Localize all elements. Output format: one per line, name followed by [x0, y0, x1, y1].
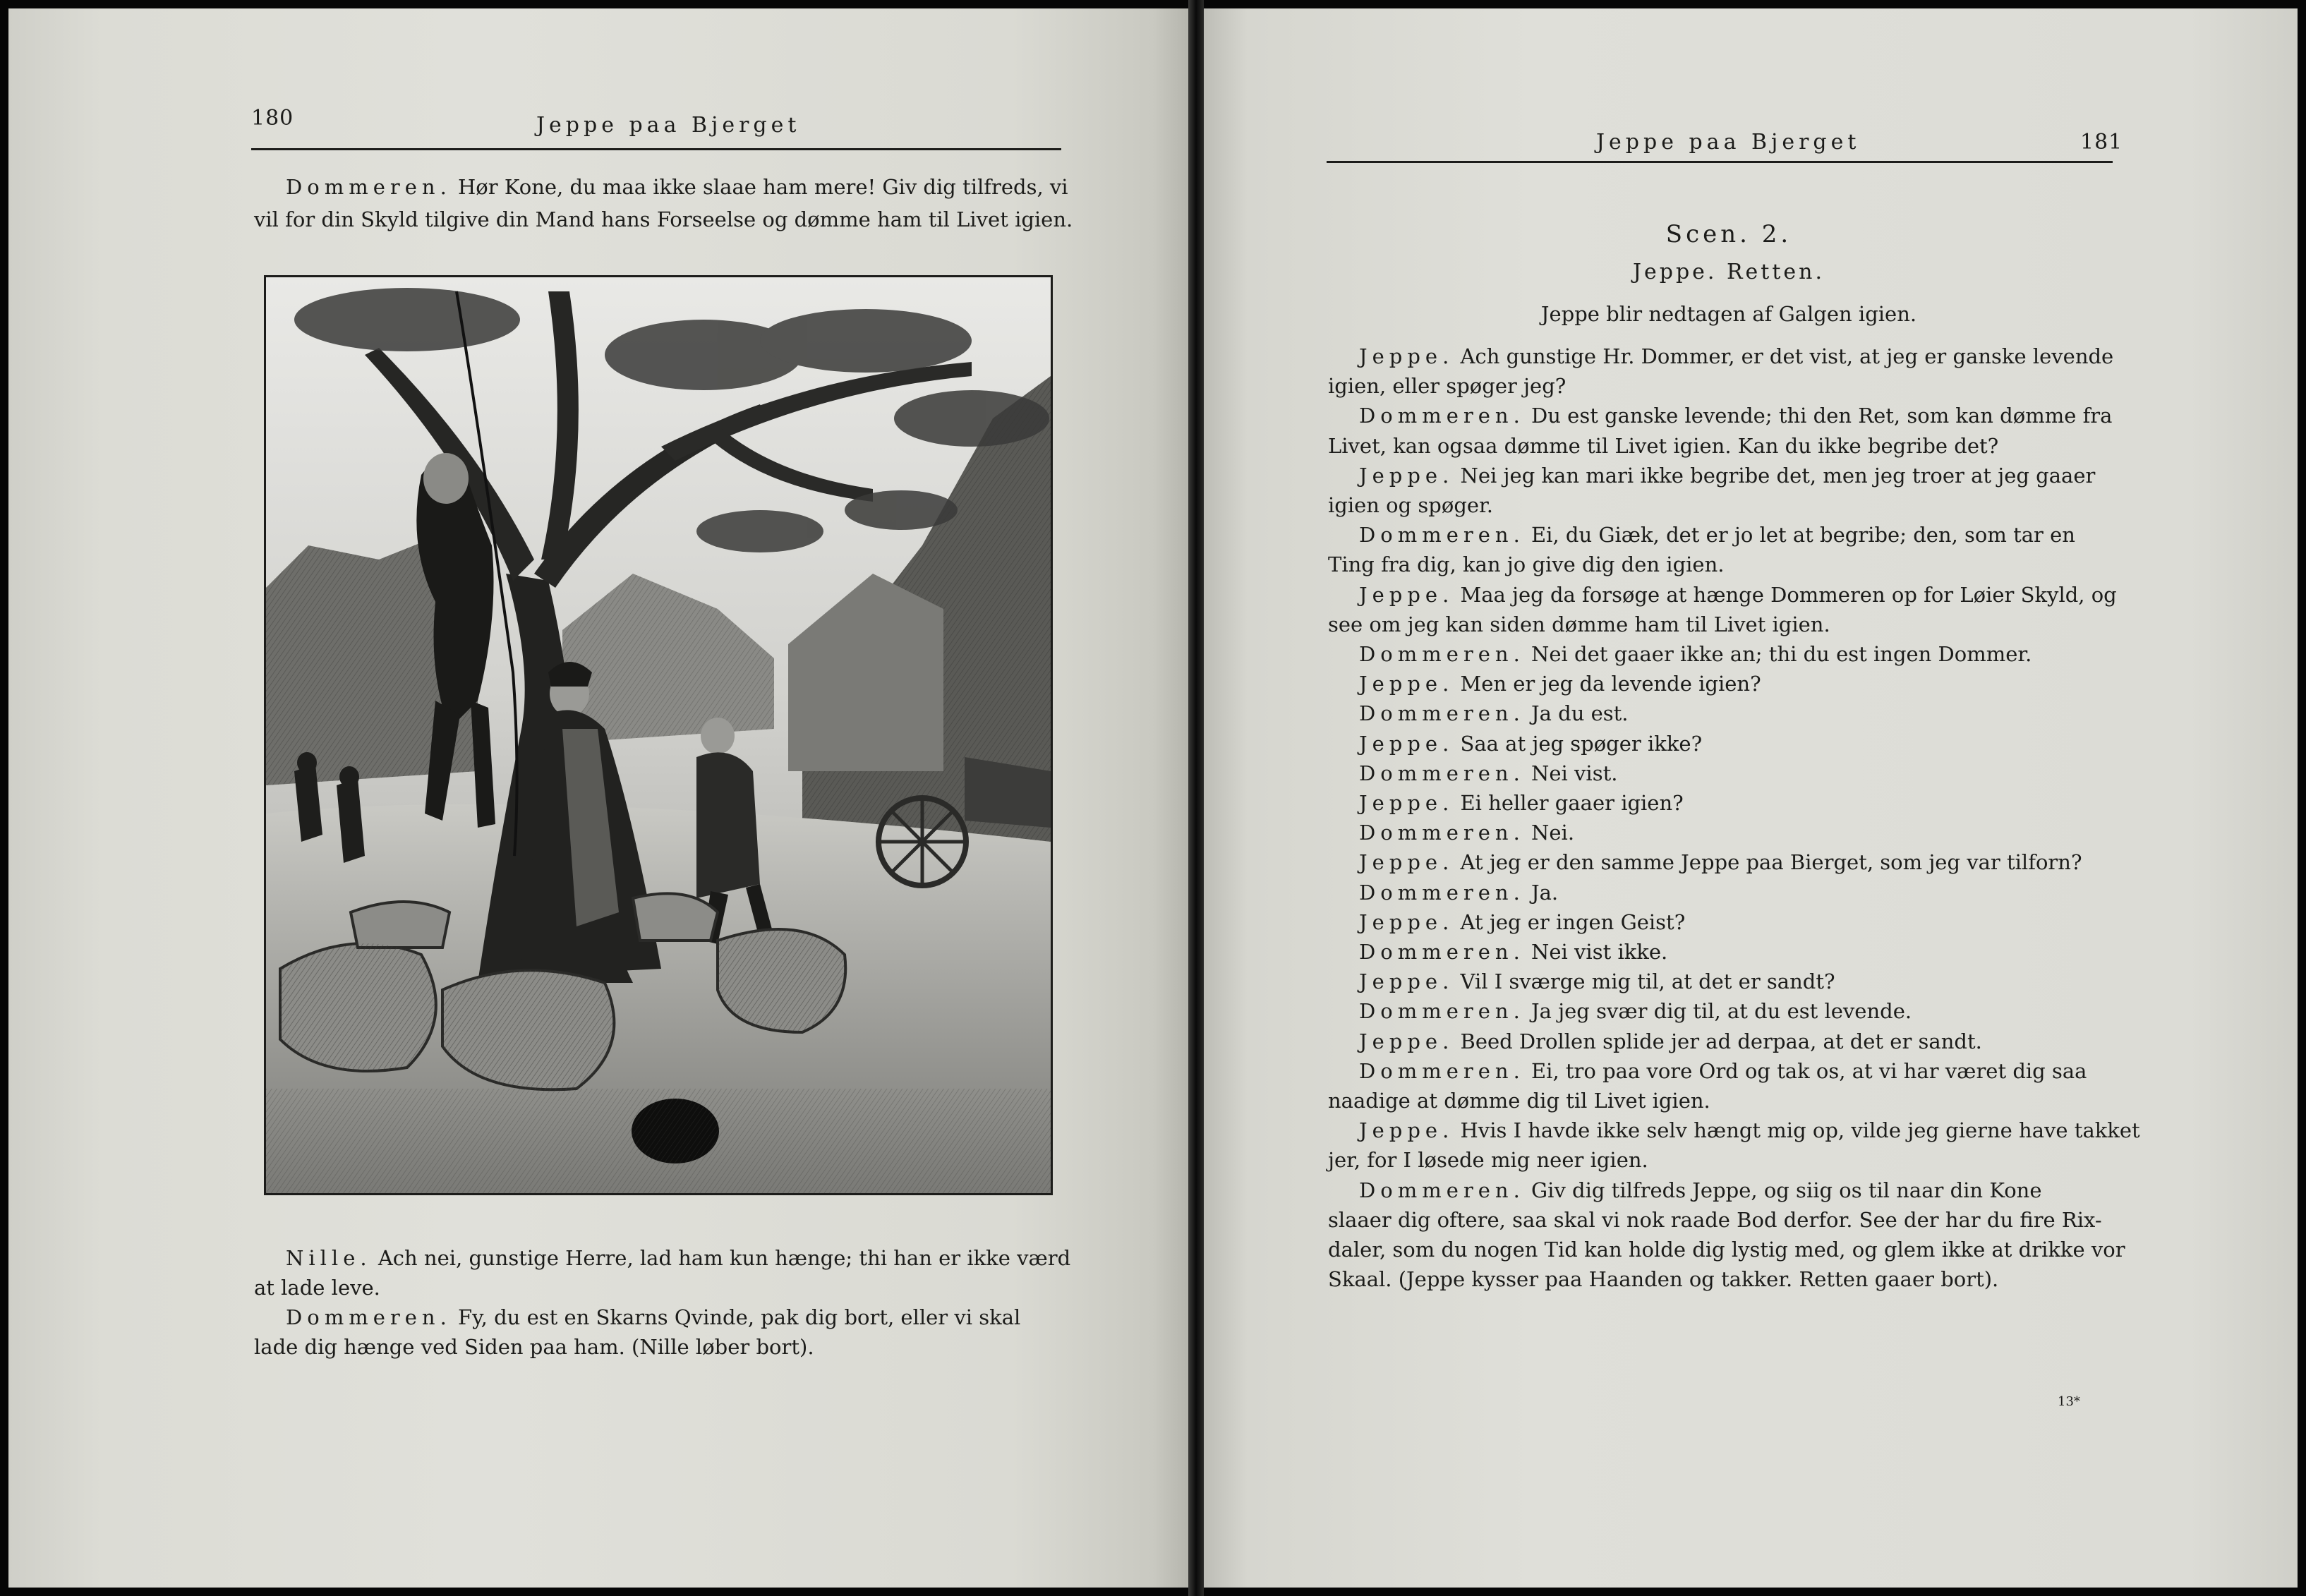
left-para2-line1 [286, 1243, 1070, 1273]
dialogue-line [1328, 1027, 2113, 1056]
dialogue-text: Maa jeg da forsøge at hænge Dommeren op for Løier Skyld, og [1460, 582, 2117, 607]
dialogue-line [1328, 699, 2113, 728]
dialogue-text: igien og spøger. [1328, 493, 1493, 518]
dialogue-text: Du est ganske levende; thi den Ret, som kan dømme fra [1531, 404, 2113, 428]
left-para1-line1 [286, 172, 1068, 202]
speaker-name: Dommeren. [1359, 880, 1525, 905]
dialogue-text: Fy, du est en Skarns Qvinde, pak dig bort, eller vi skal [458, 1305, 1021, 1329]
dialogue-line [1328, 371, 2113, 401]
dialogue-text: see om jeg kan siden dømme ham til Livet igien. [1328, 612, 1830, 636]
dialogue-line [1328, 818, 2113, 847]
dialogue-text: Ei, du Giæk, det er jo let at begribe; den, som tar en [1531, 523, 2075, 548]
dialogue-text: Nei det gaaer ikke an; thi du est ingen Dommer. [1531, 642, 2032, 667]
speaker-name: Jeppe. [1359, 969, 1454, 994]
dialogue-text: Ting fra dig, kan jo give dig den igien. [1328, 552, 1725, 577]
dialogue-block [1328, 341, 2140, 1295]
signature-mark: 13* [2058, 1394, 2080, 1409]
left-para1-line2: vil for din Skyld tilgive din Mand hans Forseelse og dømme ham til Livet igien. [254, 207, 1073, 231]
speaker-name: Dommeren. [1359, 761, 1525, 785]
stage-direction: Jeppe blir nedtagen af Galgen igien. [1540, 302, 1917, 326]
speaker-name: Jeppe. [1359, 850, 1454, 875]
illustration-drawing [266, 277, 1051, 1193]
dialogue-line [1328, 461, 2113, 490]
dialogue-text: Ach gunstige Hr. Dommer, er det vist, at jeg er ganske levende [1460, 344, 2114, 368]
dialogue-text: daler, som du nogen Tid kan holde dig lystig med, og glem ikke at drikke vor [1328, 1238, 2125, 1262]
speaker-name: Jeppe. [1359, 672, 1454, 696]
scene-heading: Scen. 2. [1665, 220, 1792, 248]
dialogue-text: igien, eller spøger jeg? [1328, 374, 1566, 399]
dialogue-line [1328, 580, 2117, 610]
speaker-name: Jeppe. [1359, 791, 1454, 816]
dialogue-line [1328, 967, 2113, 996]
speaker-name: Dommeren. [1359, 1178, 1525, 1202]
dialogue-text: naadige at dømme dig til Livet igien. [1328, 1089, 1710, 1113]
book-gutter [1188, 0, 1204, 1596]
speaker-name: Dommeren. [1359, 940, 1525, 965]
dialogue-line [1328, 907, 2113, 937]
dialogue-line [1328, 1056, 2113, 1086]
dialogue-line [1328, 847, 2113, 877]
dialogue-line [1328, 639, 2113, 669]
speaker-name: Dommeren. [1359, 999, 1525, 1024]
dialogue-line [1328, 550, 2113, 579]
dialogue-text: Nei vist. [1531, 761, 1618, 785]
dialogue-line [1328, 937, 2113, 967]
right-page-number: 181 [2080, 130, 2123, 155]
left-header-rule [251, 148, 1061, 150]
scene-characters: Jeppe. Retten. [1632, 260, 1825, 284]
dialogue-line [1328, 490, 2113, 520]
dialogue-text: Beed Drollen splide jer ad derpaa, at det er sandt. [1460, 1029, 1982, 1053]
dialogue-text: At jeg er den samme Jeppe paa Bierget, som jeg var tilforn? [1460, 850, 2082, 875]
dialogue-text: Ja jeg svær dig til, at du est levende. [1531, 999, 1912, 1024]
dialogue-line [1328, 610, 2113, 639]
speaker-name: Jeppe. [1359, 1029, 1454, 1053]
dialogue-text: Nei vist ikke. [1531, 940, 1668, 965]
dialogue-line [1328, 669, 2113, 699]
speaker-name: Jeppe. [1359, 1118, 1454, 1143]
dialogue-text: Ach nei, gunstige Herre, lad ham kun hænge; thi han er ikke værd [378, 1246, 1071, 1270]
left-page-number: 180 [251, 106, 294, 131]
speaker-dommeren: Dommeren. [286, 1305, 452, 1329]
illustration-hanging-tree [264, 275, 1053, 1195]
dialogue-line [1328, 1086, 2113, 1116]
speaker-name: Jeppe. [1359, 909, 1454, 934]
dialogue-text: Nei. [1531, 821, 1575, 845]
dialogue-line [1328, 996, 2113, 1026]
dialogue-text: Vil I sværge mig til, at det er sandt? [1460, 969, 1835, 994]
speaker-name: Jeppe. [1359, 344, 1454, 368]
speaker-name: Dommeren. [1359, 821, 1525, 845]
dialogue-line [1328, 758, 2113, 788]
dialogue-text: Men er jeg da levende igien? [1460, 672, 1761, 696]
dialogue-line [1328, 401, 2113, 430]
speaker-dommeren: Dommeren. [286, 175, 452, 199]
dialogue-text: At jeg er ingen Geist? [1460, 909, 1686, 934]
dialogue-line [1328, 1145, 2113, 1175]
dialogue-text: Ei, tro paa vore Ord og tak os, at vi har været dig saa [1531, 1058, 2087, 1083]
dialogue-text: Nei jeg kan mari ikke begribe det, men jeg troer at jeg gaaer [1460, 463, 2096, 488]
dialogue-text: Ei heller gaaer igien? [1460, 791, 1684, 816]
speaker-name: Jeppe. [1359, 463, 1454, 488]
dialogue-text: jer, for I løsede mig neer igien. [1328, 1148, 1648, 1173]
left-para2-line2: at lade leve. [254, 1276, 380, 1300]
dialogue-line [1328, 1116, 2140, 1145]
dialogue-text: Hvis I havde ikke selv hængt mig op, vilde jeg gierne have takket [1460, 1118, 2140, 1143]
speaker-name: Dommeren. [1359, 404, 1525, 428]
speaker-name: Dommeren. [1359, 523, 1525, 548]
speaker-nille: Nille. [286, 1246, 372, 1270]
dialogue-text: Skaal. (Jeppe kysser paa Haanden og takker. Retten gaaer bort). [1328, 1267, 1999, 1292]
dialogue-line [1328, 520, 2113, 550]
dialogue-line [1328, 431, 2113, 461]
dialogue-line [1328, 1264, 2113, 1294]
left-para3-line1 [286, 1302, 1020, 1332]
dialogue-text: Giv dig tilfreds Jeppe, og siig os til naar din Kone [1531, 1178, 2042, 1202]
speaker-name: Dommeren. [1359, 1058, 1525, 1083]
dialogue-text: Saa at jeg spøger ikke? [1460, 731, 1703, 756]
dialogue-line [1328, 788, 2113, 818]
speaker-name: Dommeren. [1359, 642, 1525, 667]
dialogue-line [1328, 1175, 2113, 1205]
dialogue-text: Livet, kan ogsaa dømme til Livet igien. Kan du ikke begribe det? [1328, 433, 1999, 458]
right-running-title: Jeppe paa Bjerget [1596, 130, 1861, 155]
dialogue-text: Ja. [1531, 880, 1559, 905]
left-running-title: Jeppe paa Bjerget [536, 113, 801, 138]
dialogue-text: slaaer dig oftere, saa skal vi nok raade Bod derfor. See der har du fire Rix- [1328, 1207, 2102, 1232]
dialogue-line [1328, 341, 2113, 371]
dialogue-text: Ja du est. [1531, 701, 1629, 726]
speaker-name: Jeppe. [1359, 731, 1454, 756]
dialogue-line [1328, 878, 2113, 907]
speaker-name: Dommeren. [1359, 701, 1525, 726]
speaker-name: Jeppe. [1359, 582, 1454, 607]
dialogue-line [1328, 729, 2113, 758]
right-header-rule [1327, 161, 2113, 163]
dialogue-line [1328, 1205, 2113, 1235]
dialogue-text: Hør Kone, du maa ikke slaae ham mere! Giv dig tilfreds, vi [458, 175, 1068, 199]
dialogue-line [1328, 1235, 2125, 1264]
left-para3-line2: lade dig hænge ved Siden paa ham. (Nille løber bort). [254, 1335, 814, 1359]
